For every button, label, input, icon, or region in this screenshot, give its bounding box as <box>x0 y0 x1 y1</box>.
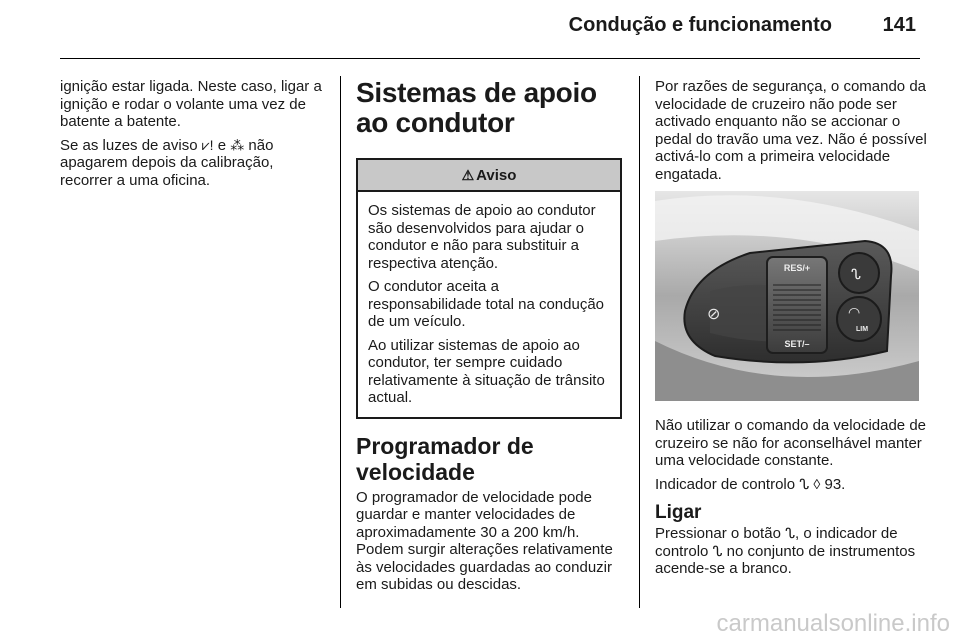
cruise-control-icon: ᔐ <box>799 475 810 492</box>
warning-triangle-icon: ⚠ <box>461 167 475 183</box>
warning-lamp-icon: ⩗! <box>201 136 214 153</box>
warning-box <box>356 158 622 419</box>
warning-header <box>358 160 620 192</box>
text: Indicador de controlo <box>655 475 800 493</box>
paragraph <box>60 137 330 190</box>
paragraph: ignição estar ligada. Neste caso, ligar a ignição e rodar o volante uma vez de batente a batente. <box>60 78 322 130</box>
column-divider-1 <box>340 76 341 608</box>
paragraph: O condutor aceita a responsabilidade total na condução de um veículo. <box>368 278 605 330</box>
paragraph: O programador de velocidade pode guardar e manter velocidades de aproximadamente 30 a 200 km/h. Podem surgir alterações relativamente às velocidades guardadas ao conduzir em subidas ou descidas. <box>356 488 613 593</box>
res-label: RES/+ <box>783 263 811 273</box>
column-divider-2 <box>639 76 640 608</box>
cruise-control-icon: ᔐ <box>785 525 796 541</box>
svg-text:◠: ◠ <box>848 304 861 320</box>
ligar-title: Ligar <box>655 502 702 523</box>
paragraph: Por razões de segurança, o comando da velocidade de cruzeiro não pode ser activado enquanto não se accionar o pedal do travão uma vez. Não é possível activá-lo com a primeira velocidade engatada. <box>655 78 927 183</box>
cruise-control-icon: ᔐ <box>712 542 723 559</box>
paragraph <box>655 525 927 578</box>
header-rule <box>60 58 920 59</box>
text: Pressionar o botão <box>655 525 786 542</box>
svg-text:⊘: ⊘ <box>707 306 721 323</box>
esp-lamp-icon: ⁂ <box>230 136 245 153</box>
watermark: carmanualsonline.info <box>716 610 950 637</box>
page-reference-icon: ◊ <box>813 475 821 492</box>
warning-body <box>358 192 620 417</box>
section-title: Sistemas de apoio ao condutor <box>356 77 597 138</box>
lim-label: LIM <box>855 326 869 333</box>
paragraph: Ao utilizar sistemas de apoio ao condutor, ter sempre cuidado relativamente à situação de trânsito actual. <box>368 336 605 406</box>
column-1 <box>60 78 330 195</box>
subsection-title: Programador de velocidade <box>356 432 534 485</box>
paragraph <box>655 476 927 494</box>
text: não apagarem depois da calibração, recorrer a uma oficina. <box>60 136 274 189</box>
page-header-title: Condução e funcionamento <box>568 14 832 36</box>
warning-title: Aviso <box>476 167 517 184</box>
column-3 <box>655 78 927 584</box>
text: e <box>213 136 231 154</box>
page-number: 141 <box>882 14 916 36</box>
paragraph: Não utilizar o comando da velocidade de cruzeiro se não for aconselhável manter uma velocidade constante. <box>655 417 927 469</box>
text: 93. <box>820 475 846 493</box>
svg-text:ᔐ: ᔐ <box>851 266 861 282</box>
column-2 <box>356 78 628 600</box>
paragraph: Os sistemas de apoio ao condutor são desenvolvidos para ajudar o condutor e não para substituir a respectiva atenção. <box>368 202 596 272</box>
text: , o indicador de controlo <box>655 525 898 560</box>
steering-wheel-controls-photo <box>655 191 919 401</box>
text: Se as luzes de aviso <box>60 136 202 154</box>
set-label: SET/– <box>784 339 810 349</box>
text: no conjunto de instrumentos acende-se a branco. <box>655 542 916 577</box>
